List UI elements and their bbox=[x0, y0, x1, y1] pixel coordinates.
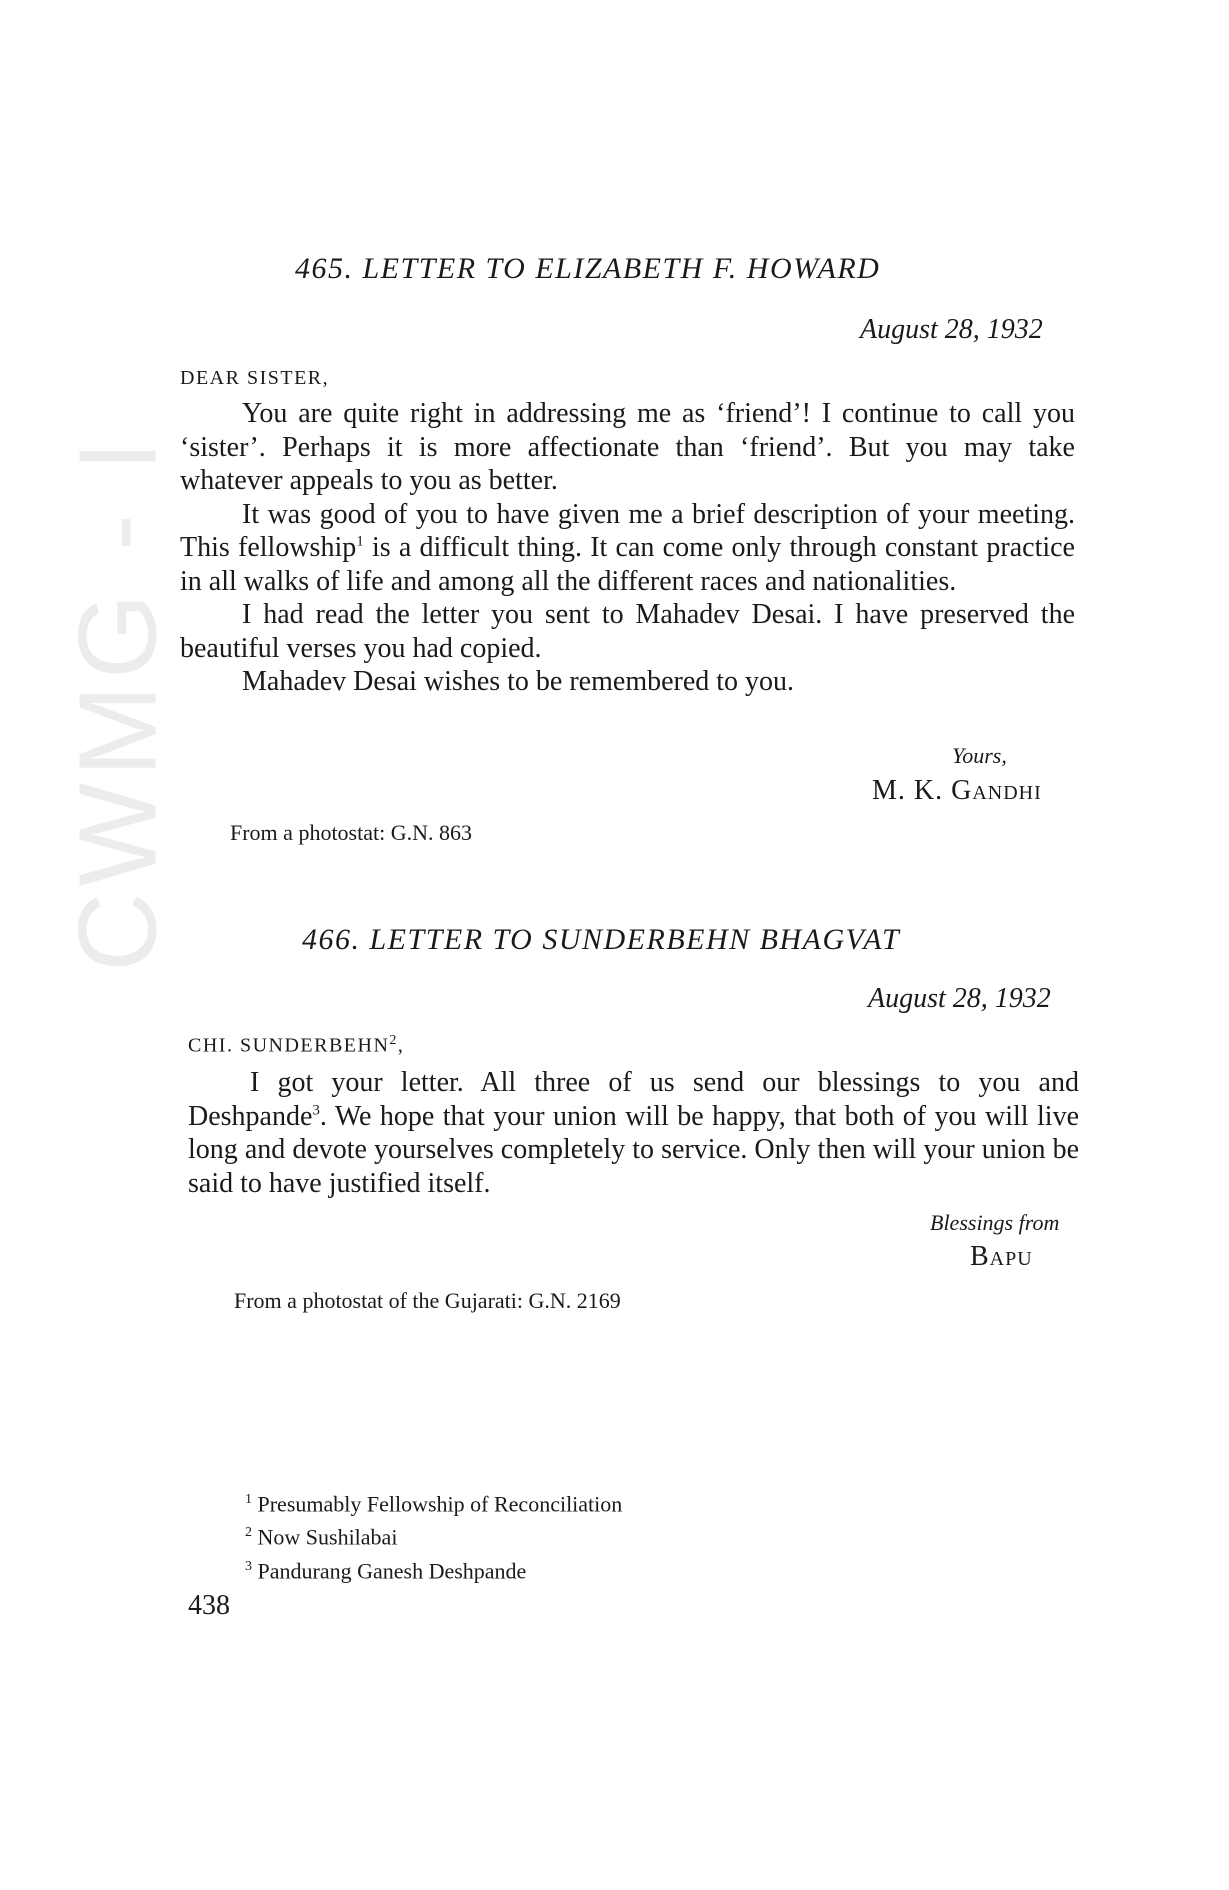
letter-465-heading: 465. LETTER TO ELIZABETH F. HOWARD bbox=[295, 252, 881, 285]
letter-466-salutation bbox=[188, 1033, 404, 1058]
footnote-ref-3: 3 bbox=[312, 1102, 320, 1119]
letter-465-paragraph-2-cont: is a difficult thing. It can come only through constant practice in all walks of life and among all the different races and nationalities. bbox=[180, 532, 1075, 597]
letter-465-date: August 28, 1932 bbox=[860, 314, 1043, 345]
letter-466-source: From a photostat of the Gujarati: G.N. 2169 bbox=[234, 1288, 621, 1313]
footnote-3 bbox=[245, 1552, 622, 1585]
letter-465-paragraph-2-text: It was good of you to have given me a brief description of your meeting. This fellowship bbox=[180, 498, 1075, 563]
letter-466-salutation-comma: , bbox=[397, 1034, 405, 1057]
footnote-text: Pandurang Ganesh Deshpande bbox=[257, 1557, 527, 1583]
page-number: 438 bbox=[188, 1590, 230, 1621]
footnote-number: 2 bbox=[245, 1525, 252, 1541]
letter-466-paragraph-1-cont: . We hope that your union will be happy, that both of you will live long and devote yourselves completely to service. Only then will your union be said to have justified itself. bbox=[188, 1100, 1079, 1199]
letter-466-body bbox=[188, 1066, 1079, 1200]
footnote-1 bbox=[245, 1485, 622, 1518]
watermark: CWMG - I bbox=[56, 435, 180, 972]
letter-465-closing: Yours, bbox=[952, 743, 1007, 768]
footnote-text: Now Sushilabai bbox=[257, 1524, 398, 1550]
letter-466-heading: 466. LETTER TO SUNDERBEHN BHAGVAT bbox=[302, 923, 901, 956]
footnote-text: Presumably Fellowship of Reconciliation bbox=[257, 1491, 623, 1517]
letter-466-date: August 28, 1932 bbox=[868, 983, 1051, 1014]
letter-465-salutation: DEAR SISTER, bbox=[180, 367, 330, 389]
letter-466-salutation-text: CHI. SUNDERBEHN bbox=[188, 1034, 390, 1057]
letter-465-paragraph-3: I had read the letter you sent to Mahadev Desai. I have preserved the beautiful verses you had copied. bbox=[180, 599, 1075, 664]
footnote-number: 3 bbox=[245, 1558, 252, 1574]
footnote-ref-2: 2 bbox=[389, 1033, 398, 1048]
letter-465-signature: M. K. Gandhi bbox=[872, 775, 1042, 806]
footnote-number: 1 bbox=[245, 1492, 252, 1507]
letter-466-paragraph-1 bbox=[188, 1066, 1079, 1200]
footnotes bbox=[245, 1485, 622, 1585]
letter-466-signature: Bapu bbox=[970, 1241, 1033, 1272]
footnote-2 bbox=[245, 1518, 622, 1551]
letter-465-body bbox=[180, 397, 1075, 699]
letter-465-paragraph-1: You are quite right in addressing me as ‘friend’! I continue to call you ‘sister’. Perhaps it is more affectionate than ‘friend’. But you may take whatever appeals to you as better. bbox=[180, 398, 1075, 496]
footnote-ref-1: 1 bbox=[356, 533, 364, 550]
letter-466-paragraph-1-text: I got your letter. All three of us send our blessings to you and Deshpande bbox=[188, 1067, 1079, 1132]
letter-465-paragraph-4: Mahadev Desai wishes to be remembered to you. bbox=[242, 666, 795, 697]
letter-465-paragraph-2 bbox=[180, 498, 1075, 599]
letter-466-closing: Blessings from bbox=[930, 1210, 1060, 1235]
letter-465-source: From a photostat: G.N. 863 bbox=[230, 820, 472, 845]
